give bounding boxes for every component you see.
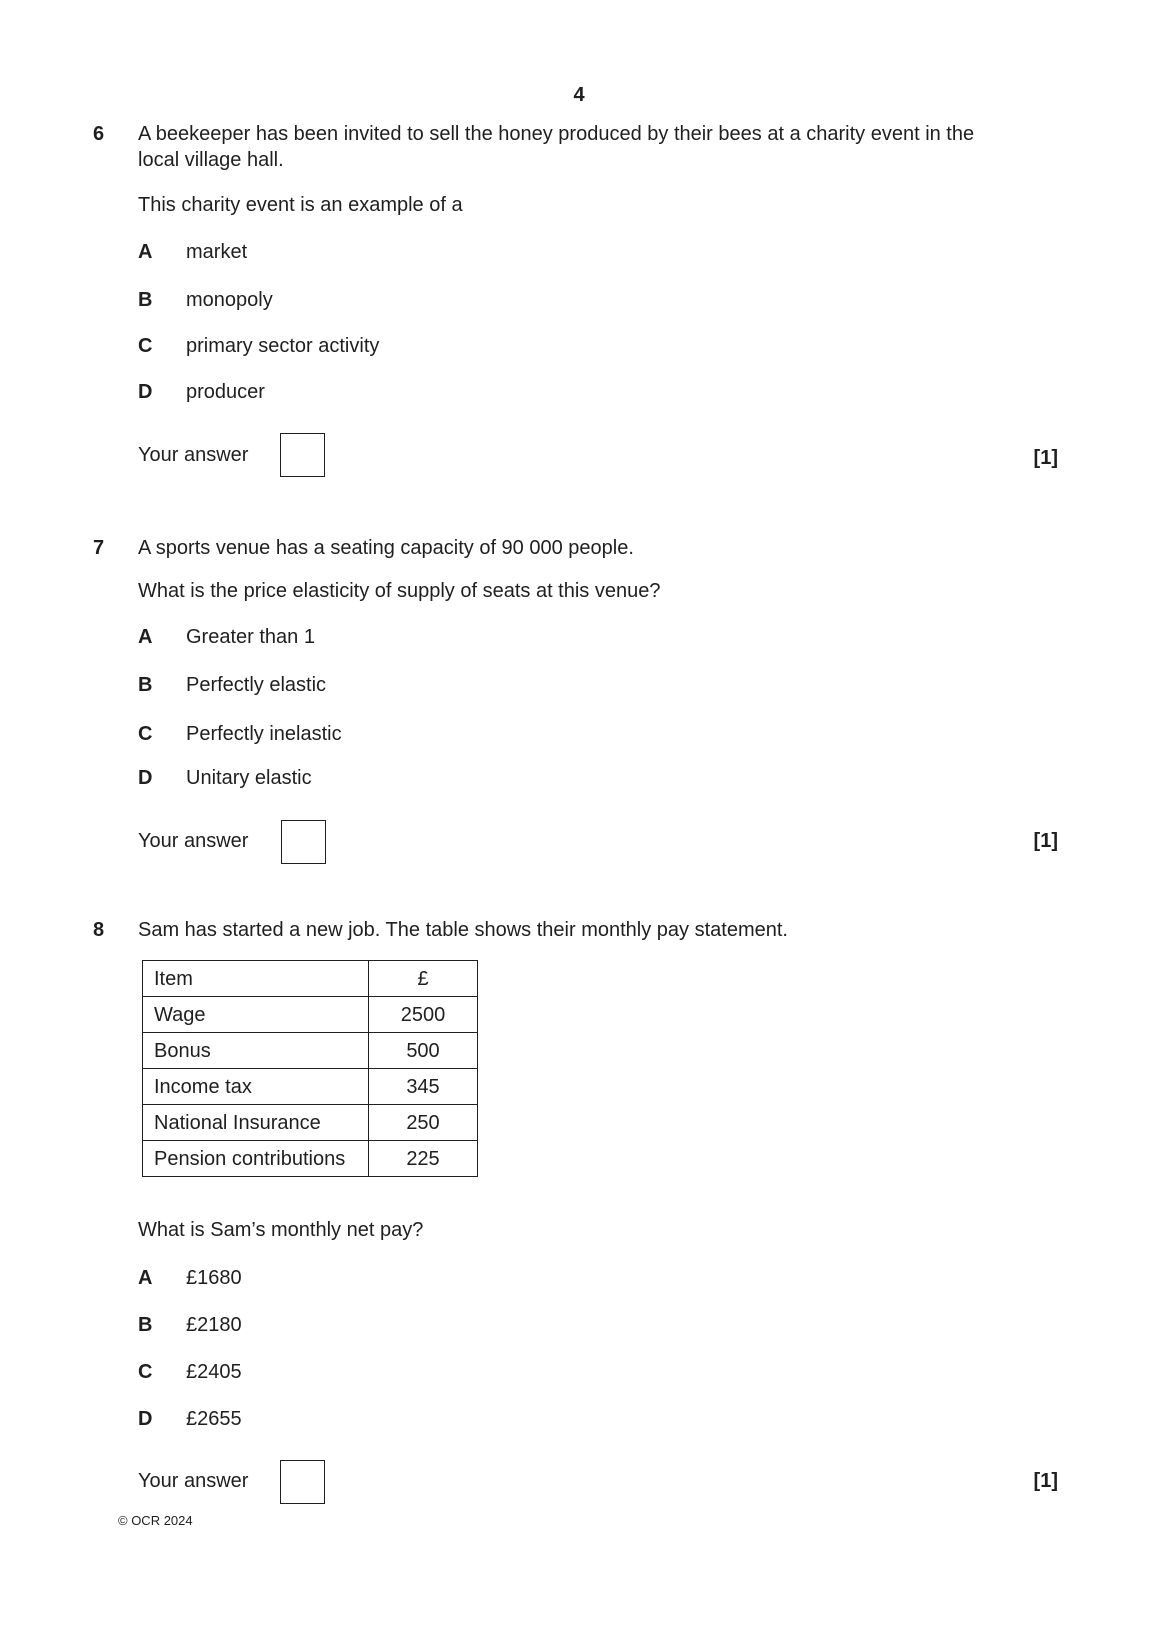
option-text: Perfectly elastic xyxy=(186,674,327,696)
question-7-answer-box[interactable] xyxy=(281,820,326,864)
question-6-text-line-2: local village hall. xyxy=(138,149,284,171)
table-cell-item: Pension contributions xyxy=(143,1141,369,1177)
option-letter: D xyxy=(138,767,153,789)
option-letter: D xyxy=(138,381,153,403)
question-7-prompt: What is the price elasticity of supply of seats at this venue? xyxy=(138,580,661,602)
question-8-option-c xyxy=(138,1359,838,1385)
option-text: producer xyxy=(186,381,265,403)
option-letter: B xyxy=(138,1314,153,1336)
question-8-answer-box[interactable] xyxy=(280,1460,325,1504)
table-row xyxy=(143,1069,478,1105)
option-letter: A xyxy=(138,241,153,263)
question-8-option-b xyxy=(138,1312,838,1338)
question-7-option-b xyxy=(138,672,838,698)
option-text: £1680 xyxy=(186,1267,242,1289)
table-row xyxy=(143,997,478,1033)
question-8-answer-label: Your answer xyxy=(138,1470,249,1492)
option-text: Greater than 1 xyxy=(186,626,315,648)
option-text: £2180 xyxy=(186,1314,242,1336)
option-letter: D xyxy=(138,1408,153,1430)
option-text: primary sector activity xyxy=(186,335,380,357)
table-cell-value: 2500 xyxy=(369,997,478,1033)
copyright-footer: © OCR 2024 xyxy=(118,1513,193,1528)
option-letter: B xyxy=(138,289,153,311)
table-row xyxy=(143,1141,478,1177)
table-cell-item: Wage xyxy=(143,997,369,1033)
question-8-prompt: What is Sam’s monthly net pay? xyxy=(138,1219,424,1241)
table-cell-value: 250 xyxy=(369,1105,478,1141)
question-6-answer-label: Your answer xyxy=(138,444,249,466)
question-8-text-line-1: Sam has started a new job. The table shows their monthly pay statement. xyxy=(138,919,788,941)
question-7-option-c xyxy=(138,721,838,747)
table-header-row xyxy=(143,961,478,997)
table-header-item: Item xyxy=(143,961,369,997)
table-cell-value: 345 xyxy=(369,1069,478,1105)
option-letter: C xyxy=(138,335,153,357)
question-7-number: 7 xyxy=(93,537,105,559)
option-text: Perfectly inelastic xyxy=(186,723,342,745)
question-7-text-line-1: A sports venue has a seating capacity of 90 000 people. xyxy=(138,537,634,559)
question-6-text-line-1: A beekeeper has been invited to sell the honey produced by their bees at a charity event in the xyxy=(138,123,975,145)
question-7-answer-label: Your answer xyxy=(138,830,249,852)
option-letter: C xyxy=(138,723,153,745)
pay-statement-table xyxy=(142,960,478,1177)
question-6-marks: [1] xyxy=(1033,447,1058,469)
question-6-option-d xyxy=(138,379,838,405)
option-text: monopoly xyxy=(186,289,273,311)
option-letter: A xyxy=(138,1267,153,1289)
option-text: £2655 xyxy=(186,1408,242,1430)
question-6-option-a xyxy=(138,239,838,265)
table-header-pounds: £ xyxy=(369,961,478,997)
table-row xyxy=(143,1033,478,1069)
option-text: Unitary elastic xyxy=(186,767,312,789)
question-8-marks: [1] xyxy=(1033,1470,1058,1492)
question-7-marks: [1] xyxy=(1033,830,1058,852)
question-8-number: 8 xyxy=(93,919,105,941)
table-cell-item: Bonus xyxy=(143,1033,369,1069)
question-8-option-a xyxy=(138,1265,838,1291)
option-letter: C xyxy=(138,1361,153,1383)
question-7-option-a xyxy=(138,624,838,650)
table-cell-value: 225 xyxy=(369,1141,478,1177)
page-number: 4 xyxy=(573,84,585,106)
option-text: market xyxy=(186,241,248,263)
table-cell-item: National Insurance xyxy=(143,1105,369,1141)
question-8-option-d xyxy=(138,1406,838,1432)
option-letter: A xyxy=(138,626,153,648)
table-cell-value: 500 xyxy=(369,1033,478,1069)
question-6-prompt: This charity event is an example of a xyxy=(138,194,463,216)
question-6-number: 6 xyxy=(93,123,105,145)
table-cell-item: Income tax xyxy=(143,1069,369,1105)
question-6-option-c xyxy=(138,333,838,359)
question-6-option-b xyxy=(138,287,838,313)
question-7-option-d xyxy=(138,765,838,791)
option-letter: B xyxy=(138,674,153,696)
table-row xyxy=(143,1105,478,1141)
question-6-answer-box[interactable] xyxy=(280,433,325,477)
option-text: £2405 xyxy=(186,1361,242,1383)
